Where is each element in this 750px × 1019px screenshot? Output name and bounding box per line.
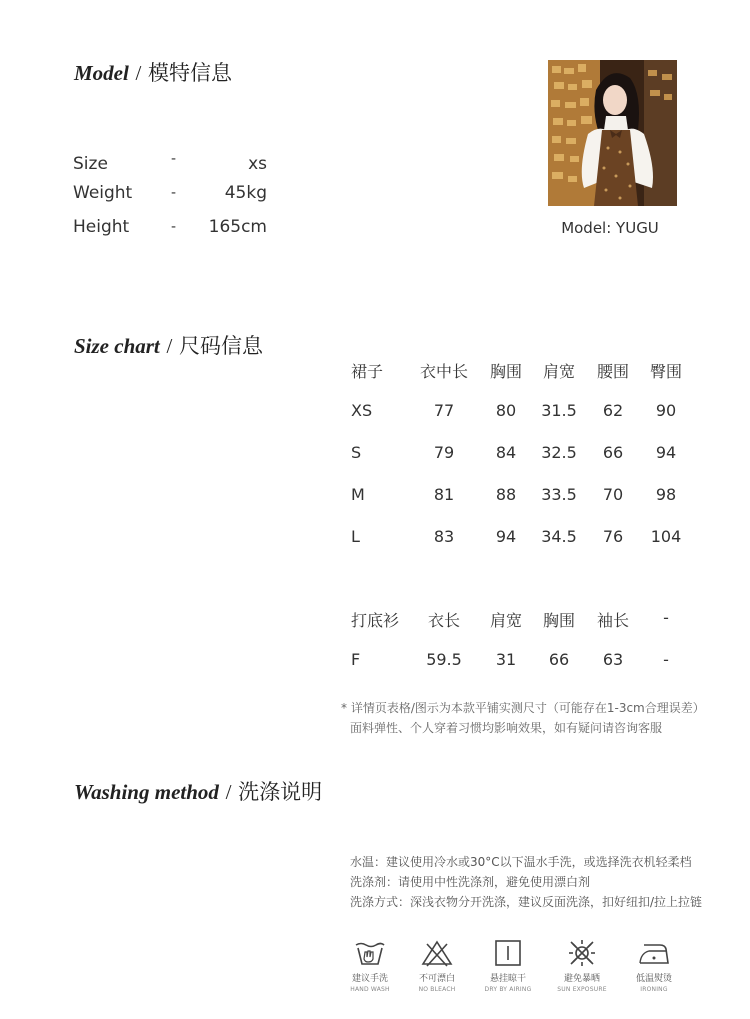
stat-height-value: 165cm <box>208 217 267 237</box>
shirt-header-cell: 袖长 <box>596 611 629 630</box>
skirt-value-cell: 81 <box>433 485 455 504</box>
care-item-no-bleach <box>412 939 462 993</box>
skirt-header-cell: 衣中长 <box>419 362 468 381</box>
skirt-header-cell: 胸围 <box>489 362 522 381</box>
skirt-value-cell: 66 <box>602 443 624 462</box>
sun-exposure-label-en: SUN EXPOSURE <box>557 986 607 993</box>
washing-instruction-line: 洗涤剂：请使用中性洗涤剂，避免使用漂白剂 <box>350 875 591 889</box>
skirt-value-cell: 77 <box>433 401 455 420</box>
size-chart-title-zh: 尺码信息 <box>178 334 263 358</box>
washing-instruction-line: 水温：建议使用冷水或30°C以下温水手洗，或选择洗衣机轻柔档 <box>350 855 692 869</box>
ironing-label-en: IRONING <box>640 986 668 993</box>
skirt-value-cell: 94 <box>495 527 517 546</box>
model-title-separator: / <box>135 61 142 85</box>
skirt-value-cell: 33.5 <box>541 485 577 504</box>
skirt-header-cell: 腰围 <box>596 362 629 381</box>
hand-wash-icon <box>353 939 387 967</box>
stat-size-dash: - <box>171 151 177 167</box>
washing-title-zh: 洗涤说明 <box>238 780 323 804</box>
model-caption: Model: YUGU <box>561 219 659 237</box>
skirt-value-cell: 31.5 <box>541 401 577 420</box>
hang-dry-icon <box>491 939 525 967</box>
skirt-header-cell: 臀围 <box>649 362 682 381</box>
washing-instruction-line: 洗涤方式：深浅衣物分开洗涤，建议反面洗涤，扣好纽扣/拉上拉链 <box>350 895 703 909</box>
shirt-value-cell: 63 <box>602 650 624 669</box>
skirt-value-cell: 70 <box>602 485 624 504</box>
hand-wash-label-en: HAND WASH <box>350 986 390 993</box>
sun-exposure-label-zh: 避免暴晒 <box>563 974 600 984</box>
sun-exposure-icon <box>565 939 599 967</box>
model-title-zh: 模特信息 <box>148 61 233 85</box>
stat-size-label: Size <box>73 154 108 174</box>
washing-title-en: Washing method <box>74 780 219 804</box>
shirt-value-cell: - <box>663 650 669 669</box>
stat-weight-label: Weight <box>73 183 133 203</box>
care-item-ironing <box>629 939 679 993</box>
skirt-value-cell: 62 <box>602 401 624 420</box>
skirt-size-cell: XS <box>351 401 373 420</box>
shirt-value-cell: 66 <box>548 650 570 669</box>
size-chart-title-en: Size chart <box>74 334 160 358</box>
shirt-header-cell: 肩宽 <box>489 611 522 630</box>
hand-wash-label-zh: 建议手洗 <box>351 974 388 984</box>
skirt-size-cell: M <box>351 485 365 504</box>
ironing-icon <box>636 939 672 967</box>
measurement-note-line2: 面料弹性、个人穿着习惯均影响效果，如有疑问请咨询客服 <box>350 721 663 735</box>
skirt-value-cell: 79 <box>433 443 455 462</box>
skirt-value-cell: 84 <box>495 443 517 462</box>
shirt-header-cell: 衣长 <box>427 611 460 630</box>
skirt-header-cell: 肩宽 <box>542 362 575 381</box>
no-bleach-label-en: NO BLEACH <box>418 986 456 993</box>
shirt-value-cell: 31 <box>495 650 517 669</box>
skirt-value-cell: 94 <box>655 443 677 462</box>
shirt-header-cell: - <box>663 608 669 627</box>
shirt-value-cell: 59.5 <box>426 650 462 669</box>
skirt-size-cell: L <box>351 527 360 546</box>
ironing-label-zh: 低温熨烫 <box>635 974 672 984</box>
size-chart-title-separator: / <box>166 334 173 358</box>
shirt-header-cell: 打底衫 <box>351 611 400 630</box>
skirt-value-cell: 88 <box>495 485 517 504</box>
no-bleach-label-zh: 不可漂白 <box>418 974 455 984</box>
stat-height-label: Height <box>73 217 130 237</box>
care-item-sun-exposure <box>557 939 607 993</box>
skirt-size-cell: S <box>351 443 362 462</box>
skirt-value-cell: 34.5 <box>541 527 577 546</box>
model-title-en: Model <box>74 61 129 85</box>
skirt-value-cell: 98 <box>655 485 677 504</box>
shirt-header-cell: 胸围 <box>542 611 575 630</box>
shirt-size-cell: F <box>351 650 361 669</box>
skirt-value-cell: 76 <box>602 527 624 546</box>
skirt-value-cell: 32.5 <box>541 443 577 462</box>
skirt-header-cell: 裙子 <box>351 362 384 381</box>
washing-title <box>74 776 322 806</box>
stat-height-dash: - <box>171 219 177 235</box>
measurement-note-line1: * 详情页表格/图示为本款平铺实测尺寸（可能存在1-3cm合理误差） <box>341 701 705 715</box>
no-bleach-icon <box>420 939 454 967</box>
washing-title-separator: / <box>225 780 232 804</box>
stat-size-value: xs <box>248 154 267 174</box>
skirt-value-cell: 80 <box>495 401 517 420</box>
hang-dry-label-zh: 悬挂晾干 <box>489 974 526 984</box>
hang-dry-label-en: DRY BY AIRING <box>484 986 532 993</box>
stat-weight-dash: - <box>171 185 177 201</box>
skirt-value-cell: 104 <box>650 527 682 546</box>
care-item-hand-wash <box>345 939 395 993</box>
skirt-value-cell: 90 <box>655 401 677 420</box>
stat-weight-value: 45kg <box>224 183 267 203</box>
care-item-hang-dry <box>483 939 533 993</box>
skirt-value-cell: 83 <box>433 527 455 546</box>
